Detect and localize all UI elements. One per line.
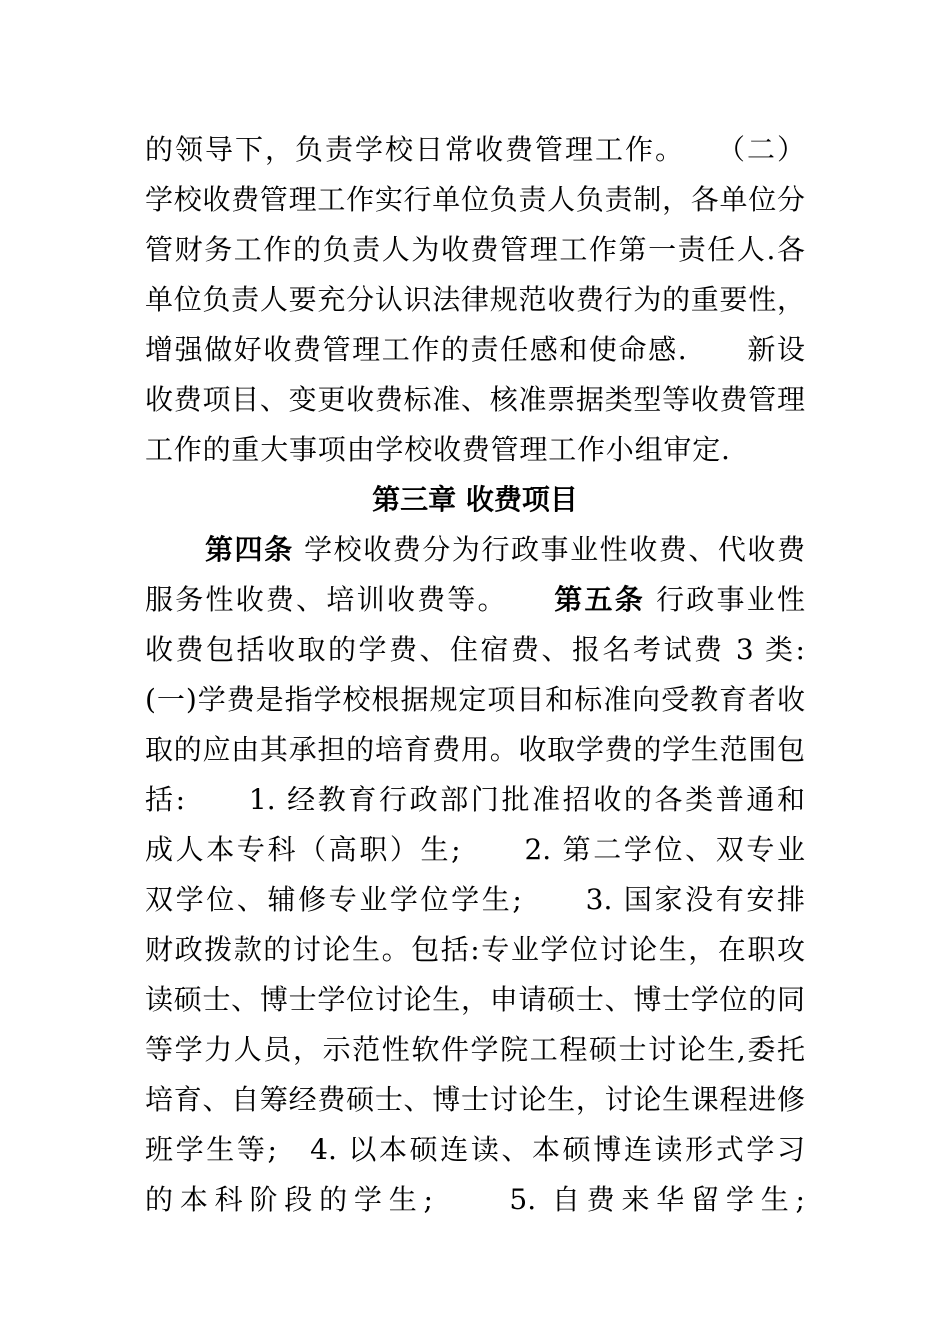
text-line [145, 575, 805, 625]
text-line [145, 675, 805, 725]
text-line [145, 875, 805, 925]
line-text: 的领导下，负责学校日常收费管理工作。 （二） [145, 133, 805, 166]
line-text: 括: 1. 经教育行政部门批准招收的各类普通和 [145, 783, 805, 816]
line-text: 收费项目、变更收费标准、核准票据类型等收费管理 [145, 383, 805, 416]
line-text: 单位负责人要充分认识法律规范收费行为的重要性， [145, 283, 805, 316]
text-line [145, 625, 805, 675]
article-number: 第五条 [554, 583, 645, 616]
line-text: 班学生等; 4. 以本硕连读、本硕博连读形式学习 [145, 1133, 805, 1166]
line-text: 增强做好收费管理工作的责任感和使命感. 新设 [145, 333, 805, 366]
text-line [145, 425, 805, 475]
text-line [145, 975, 805, 1025]
text-line [145, 175, 805, 225]
line-text: 等学力人员，示范性软件学院工程硕士讨论生,委托 [145, 1033, 805, 1066]
line-text: 成人本专科（高职）生; 2. 第二学位、双专业 [145, 833, 805, 866]
line-text: (一)学费是指学校根据规定项目和标准向受教育者收 [145, 683, 805, 716]
chapter-heading: 第三章 收费项目 [372, 483, 578, 516]
text-line [145, 1125, 805, 1175]
line-text: 服务性收费、培训收费等。 [145, 583, 555, 616]
body-text [145, 125, 805, 1225]
text-line [145, 775, 805, 825]
text-line [145, 925, 805, 975]
text-line [145, 125, 805, 175]
text-line [145, 1075, 805, 1125]
line-text: 管财务工作的负责人为收费管理工作第一责任人.各 [145, 233, 805, 266]
article-number: 第四条 [205, 533, 294, 566]
text-line [145, 825, 805, 875]
line-text: 学校收费分为行政事业性收费、代收费 [293, 533, 805, 566]
line-text: 收费包括收取的学费、住宿费、报名考试费 3 类: [145, 633, 805, 666]
text-line [145, 225, 805, 275]
line-text: 双学位、辅修专业学位学生; 3. 国家没有安排 [145, 883, 805, 916]
line-text: 取的应由其承担的培育费用。收取学费的学生范围包 [145, 733, 805, 766]
line-text: 工作的重大事项由学校收费管理工作小组审定. [145, 433, 731, 466]
text-line [145, 325, 805, 375]
line-text: 培育、自筹经费硕士、博士讨论生，讨论生课程进修 [145, 1083, 805, 1116]
text-line [145, 275, 805, 325]
line-text: 读硕士、博士学位讨论生，申请硕士、博士学位的同 [145, 983, 805, 1016]
text-line [145, 725, 805, 775]
line-text: 学校收费管理工作实行单位负责人负责制，各单位分 [145, 183, 805, 216]
line-text: 行政事业性 [644, 583, 805, 616]
line-text: 财政拨款的讨论生。包括:专业学位讨论生，在职攻 [145, 933, 805, 966]
text-line [145, 525, 805, 575]
text-line [145, 1175, 805, 1225]
text-line [145, 375, 805, 425]
text-line [145, 1025, 805, 1075]
line-text: 的本科阶段的学生; 5. 自费来华留学生; [145, 1183, 805, 1216]
